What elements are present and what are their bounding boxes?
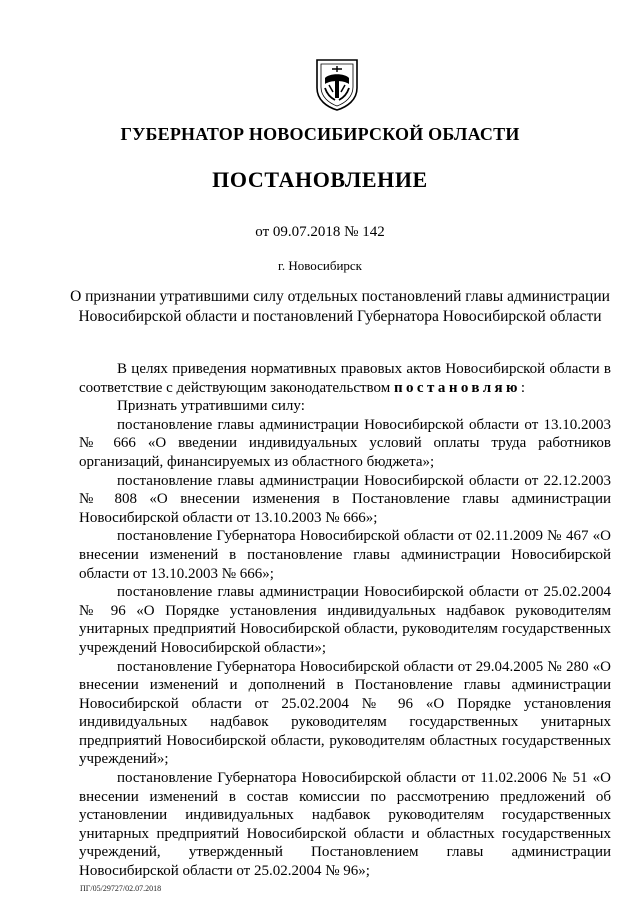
place-of-issue: г. Новосибирск <box>277 258 362 273</box>
intro-paragraph <box>79 360 611 397</box>
list-item: постановление главы администрации Новосибирской области от 22.12.2003 № 808 «О внесении изменения в Постановление главы администрации Новосибирской области от 13.10.2003 № 666»; <box>79 472 611 526</box>
list-item: постановление главы администрации Новосибирской области от 25.02.2004 № 96 «О Порядке установления индивидуальных надбавок руководителям унитарных предприятий Новосибирской области, руководителям государственных учреждений Новосибирской области»; <box>79 584 611 656</box>
intro-text: В целях приведения нормативных правовых актов Новосибирской области в соответствие с действующим законодательством <box>79 361 611 396</box>
list-item: постановление Губернатора Новосибирской области от 02.11.2009 № 467 «О внесении изменений в постановление главы администрации Новосибирской области от 13.10.2003 № 666»; <box>79 528 611 582</box>
document-code: ПГ/05/29727/02.07.2018 <box>80 884 162 893</box>
declare-paragraph: Признать утратившими силу: <box>117 398 305 415</box>
resolution-keyword: постановляю <box>393 379 521 396</box>
document-subject: О признании утратившими силу отдельных постановлений главы администрации Новосибирской области и постановлений Губернатора Новосибирской области <box>70 288 610 325</box>
intro-punct: : <box>520 379 526 396</box>
document-type: ПОСТАНОВЛЕНИЕ <box>212 167 428 192</box>
date-and-number: от 09.07.2018 № 142 <box>255 224 385 240</box>
document-body <box>79 360 611 881</box>
list-item: постановление Губернатора Новосибирской области от 29.04.2005 № 280 «О внесении изменений и дополнений в Постановление главы администрации Новосибирской области от 25.02.2004 № 96 «О Порядке установления индивидуальных надбавок руководителям государственных унитарных предприятий Новосибирской области, руководителям областных государственных учреждений»; <box>79 658 611 768</box>
list-item: постановление Губернатора Новосибирской области от 11.02.2006 № 51 «О внесении изменений в состав комиссии по рассмотрению предложений об установлении индивидуальных надбавок руководителям государственных унитарных предприятий Новосибирской области и областных государственных учреждений, утвержденный Постановлением главы администрации Новосибирской области от 25.02.2004 № 96»; <box>79 770 611 880</box>
coat-of-arms-icon <box>315 58 359 112</box>
issuing-authority: ГУБЕРНАТОР НОВОСИБИРСКОЙ ОБЛАСТИ <box>120 124 520 144</box>
list-item: постановление главы администрации Новосибирской области от 13.10.2003 № 666 «О введении индивидуальных условий оплаты труда работников организаций, финансируемых из областного бюджета»; <box>79 416 611 470</box>
